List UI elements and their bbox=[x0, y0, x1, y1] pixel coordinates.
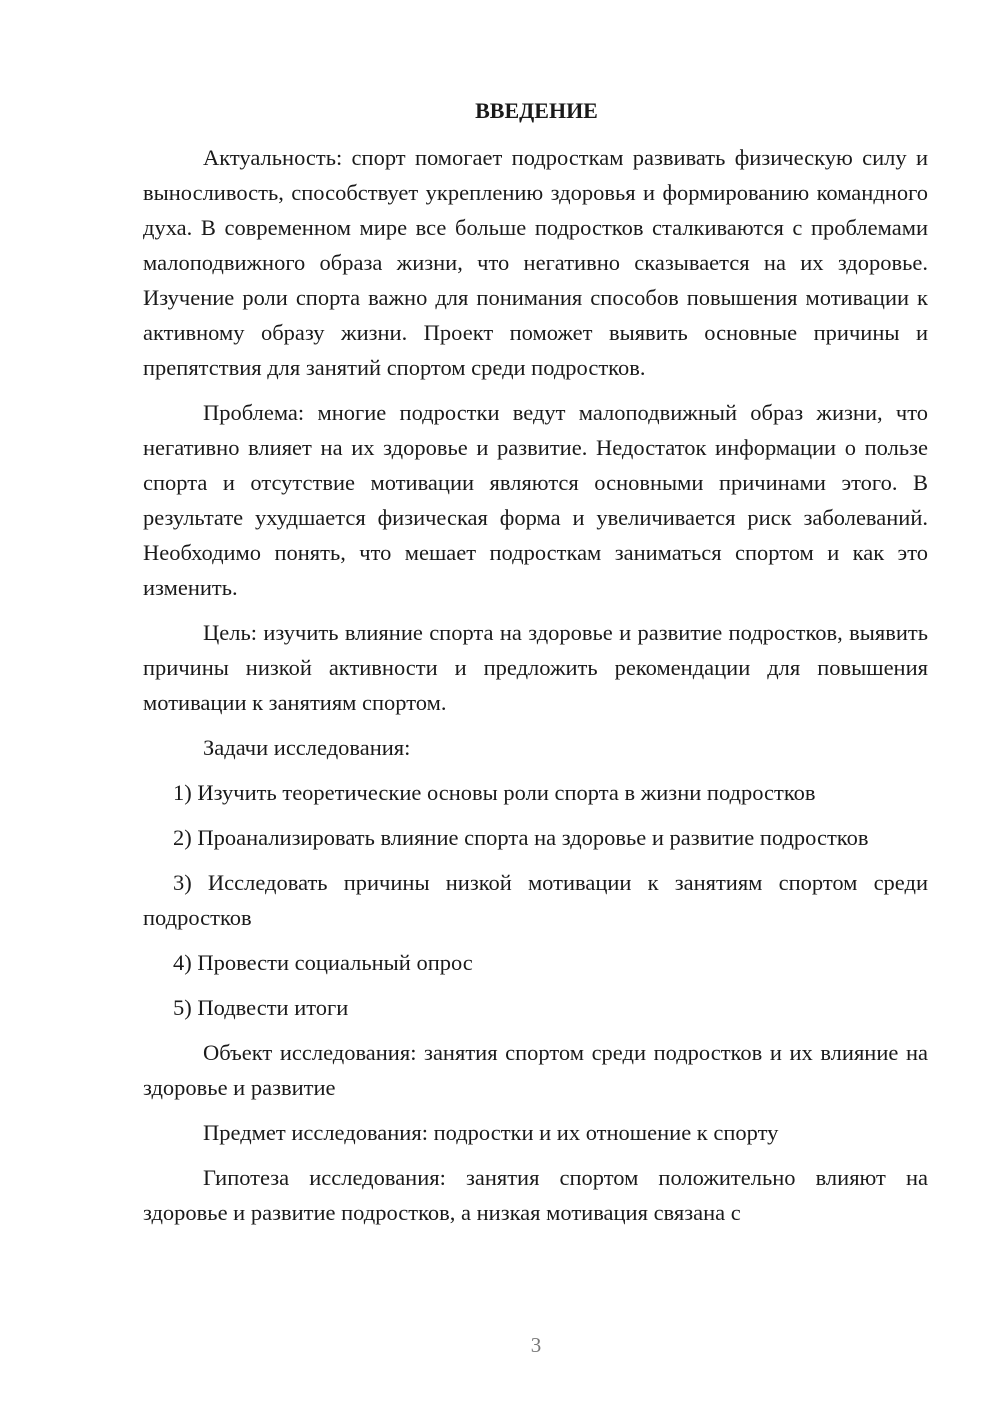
page-number: 3 bbox=[530, 1333, 542, 1357]
paragraph-relevance: Актуальность: спорт помогает подросткам развивать физическую силу и выносливость, способствует укреплению здоровья и формированию командного духа. В современном мире все больше подростков сталкиваются с проблемами малоподвижного образа жизни, что негативно сказывается на их здоровье. Изучение роли спорта важно для понимания способов повышения мотивации к активному образу жизни. Проект поможет выявить основные причины и препятствия для занятий спортом среди подростков. bbox=[143, 145, 928, 380]
paragraph-object: Объект исследования: занятия спортом среди подростков и их влияние на здоровье и развитие bbox=[143, 1040, 928, 1100]
task-item-3: 3) Исследовать причины низкой мотивации к занятиям спортом среди подростков bbox=[143, 870, 928, 930]
task-item-1: 1) Изучить теоретические основы роли спорта в жизни подростков bbox=[173, 780, 816, 805]
paragraph-hypothesis: Гипотеза исследования: занятия спортом положительно влияют на здоровье и развитие подростков, а низкая мотивация связана с bbox=[143, 1165, 928, 1225]
paragraph-goal: Цель: изучить влияние спорта на здоровье и развитие подростков, выявить причины низкой активности и предложить рекомендации для повышения мотивации к занятиям спортом. bbox=[143, 620, 928, 715]
task-item-5: 5) Подвести итоги bbox=[173, 995, 349, 1020]
section-title: ВВЕДЕНИЕ bbox=[475, 98, 598, 123]
paragraph-tasks-heading: Задачи исследования: bbox=[203, 735, 411, 760]
task-item-4: 4) Провести социальный опрос bbox=[173, 950, 473, 975]
paragraph-problem: Проблема: многие подростки ведут малоподвижный образ жизни, что негативно влияет на их здоровье и развитие. Недостаток информации о пользе спорта и отсутствие мотивации являются основными причинами этого. В результате ухудшается физическая форма и увеличивается риск заболеваний. Необходимо понять, что мешает подросткам заниматься спортом и как это изменить. bbox=[143, 400, 928, 600]
document-page bbox=[143, 96, 928, 1240]
paragraph-subject: Предмет исследования: подростки и их отношение к спорту bbox=[203, 1120, 779, 1145]
task-item-2: 2) Проанализировать влияние спорта на здоровье и развитие подростков bbox=[173, 825, 869, 850]
